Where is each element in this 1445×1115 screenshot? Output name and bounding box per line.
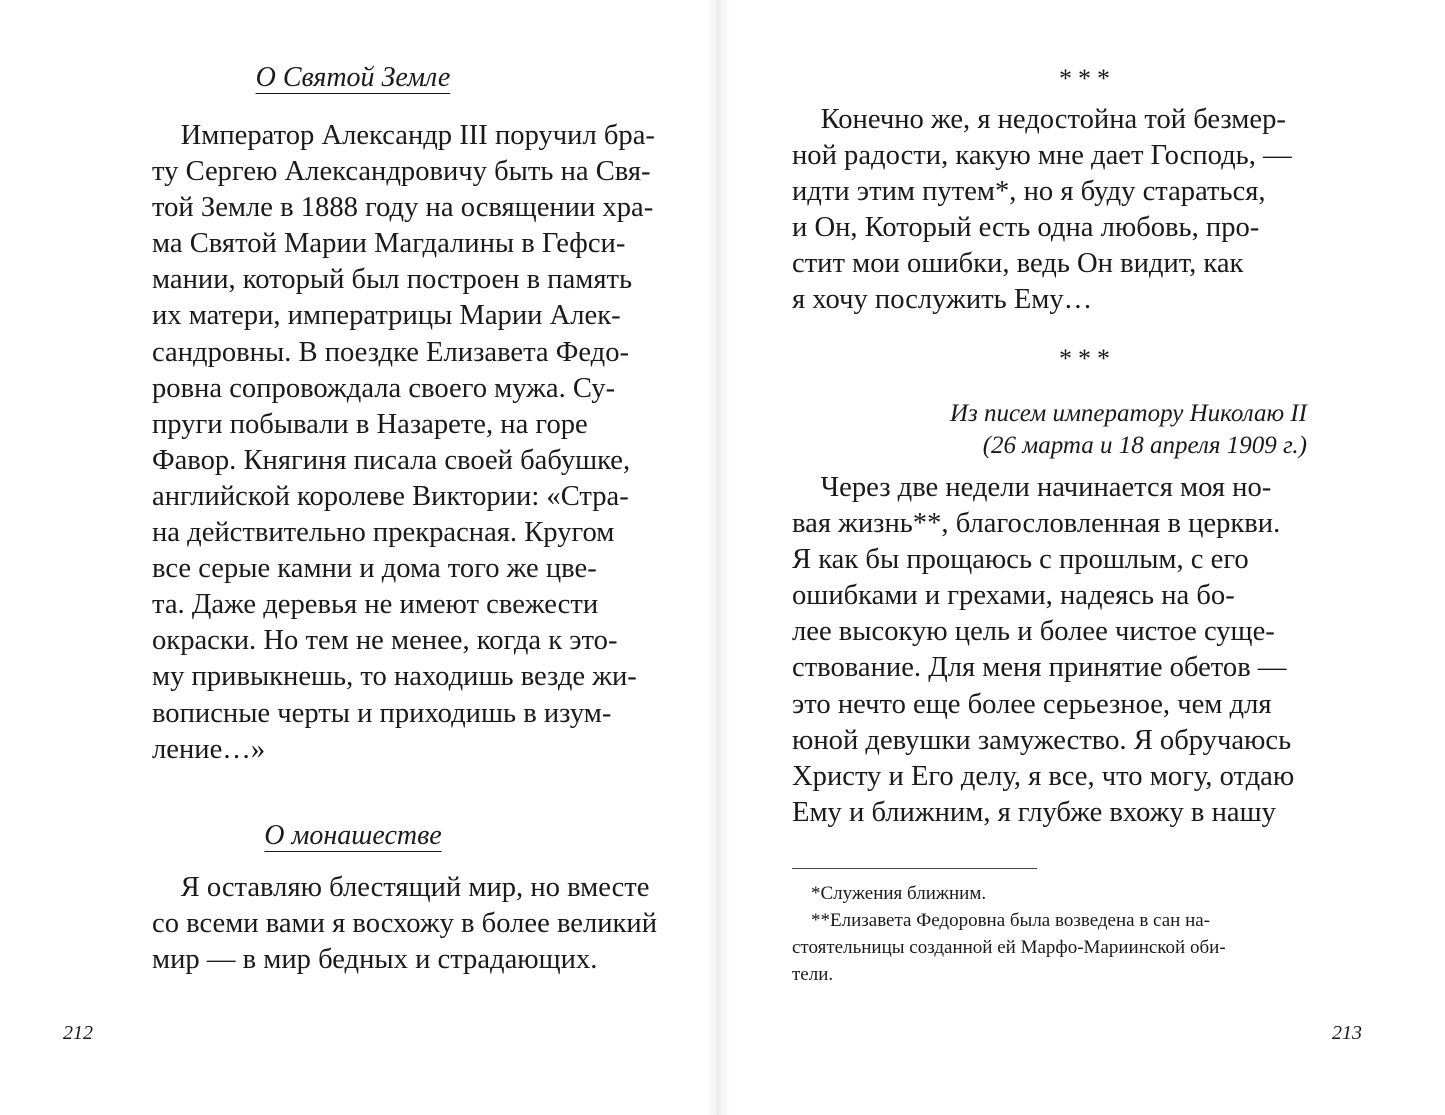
section-separator-1: *** bbox=[1059, 64, 1116, 93]
section-separator-2: *** bbox=[1059, 344, 1116, 373]
paragraph-holy-land: Император Александр III поручил бра- ту Сергею Александровичу быть на Свя- той Земле в 1888 году на освящении хра- ма Святой Марии Магдалины в Гефси- мании, который был построен в память их матери, императрицы Марии Алек- сандровны. В поездке Елизавета Федо- ровна сопровождала своего мужа. Су- пруги побывали в Назарете, на горе Фавор. Княгиня писала своей бабушке, английской королеве Виктории: «Стра- на действительно прекрасная. Кругом все серые камни и дома того же цве- та. Даже деревья не имеют свежести окраски. Но тем не менее, когда к это- му привыкнешь, то находишь везде жи- вописные черты и приходишь в изум- ление…» bbox=[152, 120, 655, 765]
source-attribution-line-1: Из писем императору Николаю II bbox=[949, 400, 1307, 427]
section-heading-holy-land: О Святой Земле bbox=[255, 62, 451, 93]
footnotes: *Служения ближним. **Елизавета Федоровна была возведена в сан на- стоятельницы созданной ей Марфо-Мариинской оби- тели. bbox=[792, 883, 1226, 985]
paragraph-path: Конечно же, я недостойна той безмер- ной радости, какую мне дает Господь, — идти этим путем*, но я буду стараться, и Он, Который есть одна любовь, про- стит мои ошибки, ведь Он видит, как я хочу послужить Ему… bbox=[792, 104, 1292, 316]
left-page bbox=[0, 0, 706, 1115]
page-number-right: 213 bbox=[1332, 1022, 1362, 1044]
paragraph-new-life: Через две недели начинается моя но- вая жизнь**, благословленная в церкви. Я как бы прощаюсь с прошлым, с его ошибками и грехами, надеясь на бо- лее высокую цель и более чистое суще- ствование. Для меня принятие обетов — это нечто еще более серьезное, чем для юной девушки замужество. Я обручаюсь Христу и Его делу, я все, что могу, отдаю Ему и ближним, я глубже вхожу в нашу bbox=[792, 472, 1295, 828]
section-heading-monasticism: О монашестве bbox=[264, 820, 442, 851]
source-attribution-line-2: (26 марта и 18 апреля 1909 г.) bbox=[982, 432, 1307, 459]
paragraph-monasticism: Я оставляю блестящий мир, но вместе со всеми вами я восхожу в более великий мир — в мир бедных и страдающих. bbox=[152, 872, 658, 976]
page-number-left: 212 bbox=[63, 1022, 93, 1044]
footnote-divider bbox=[792, 868, 1037, 869]
book-gutter bbox=[706, 0, 730, 1115]
right-page bbox=[730, 0, 1445, 1115]
